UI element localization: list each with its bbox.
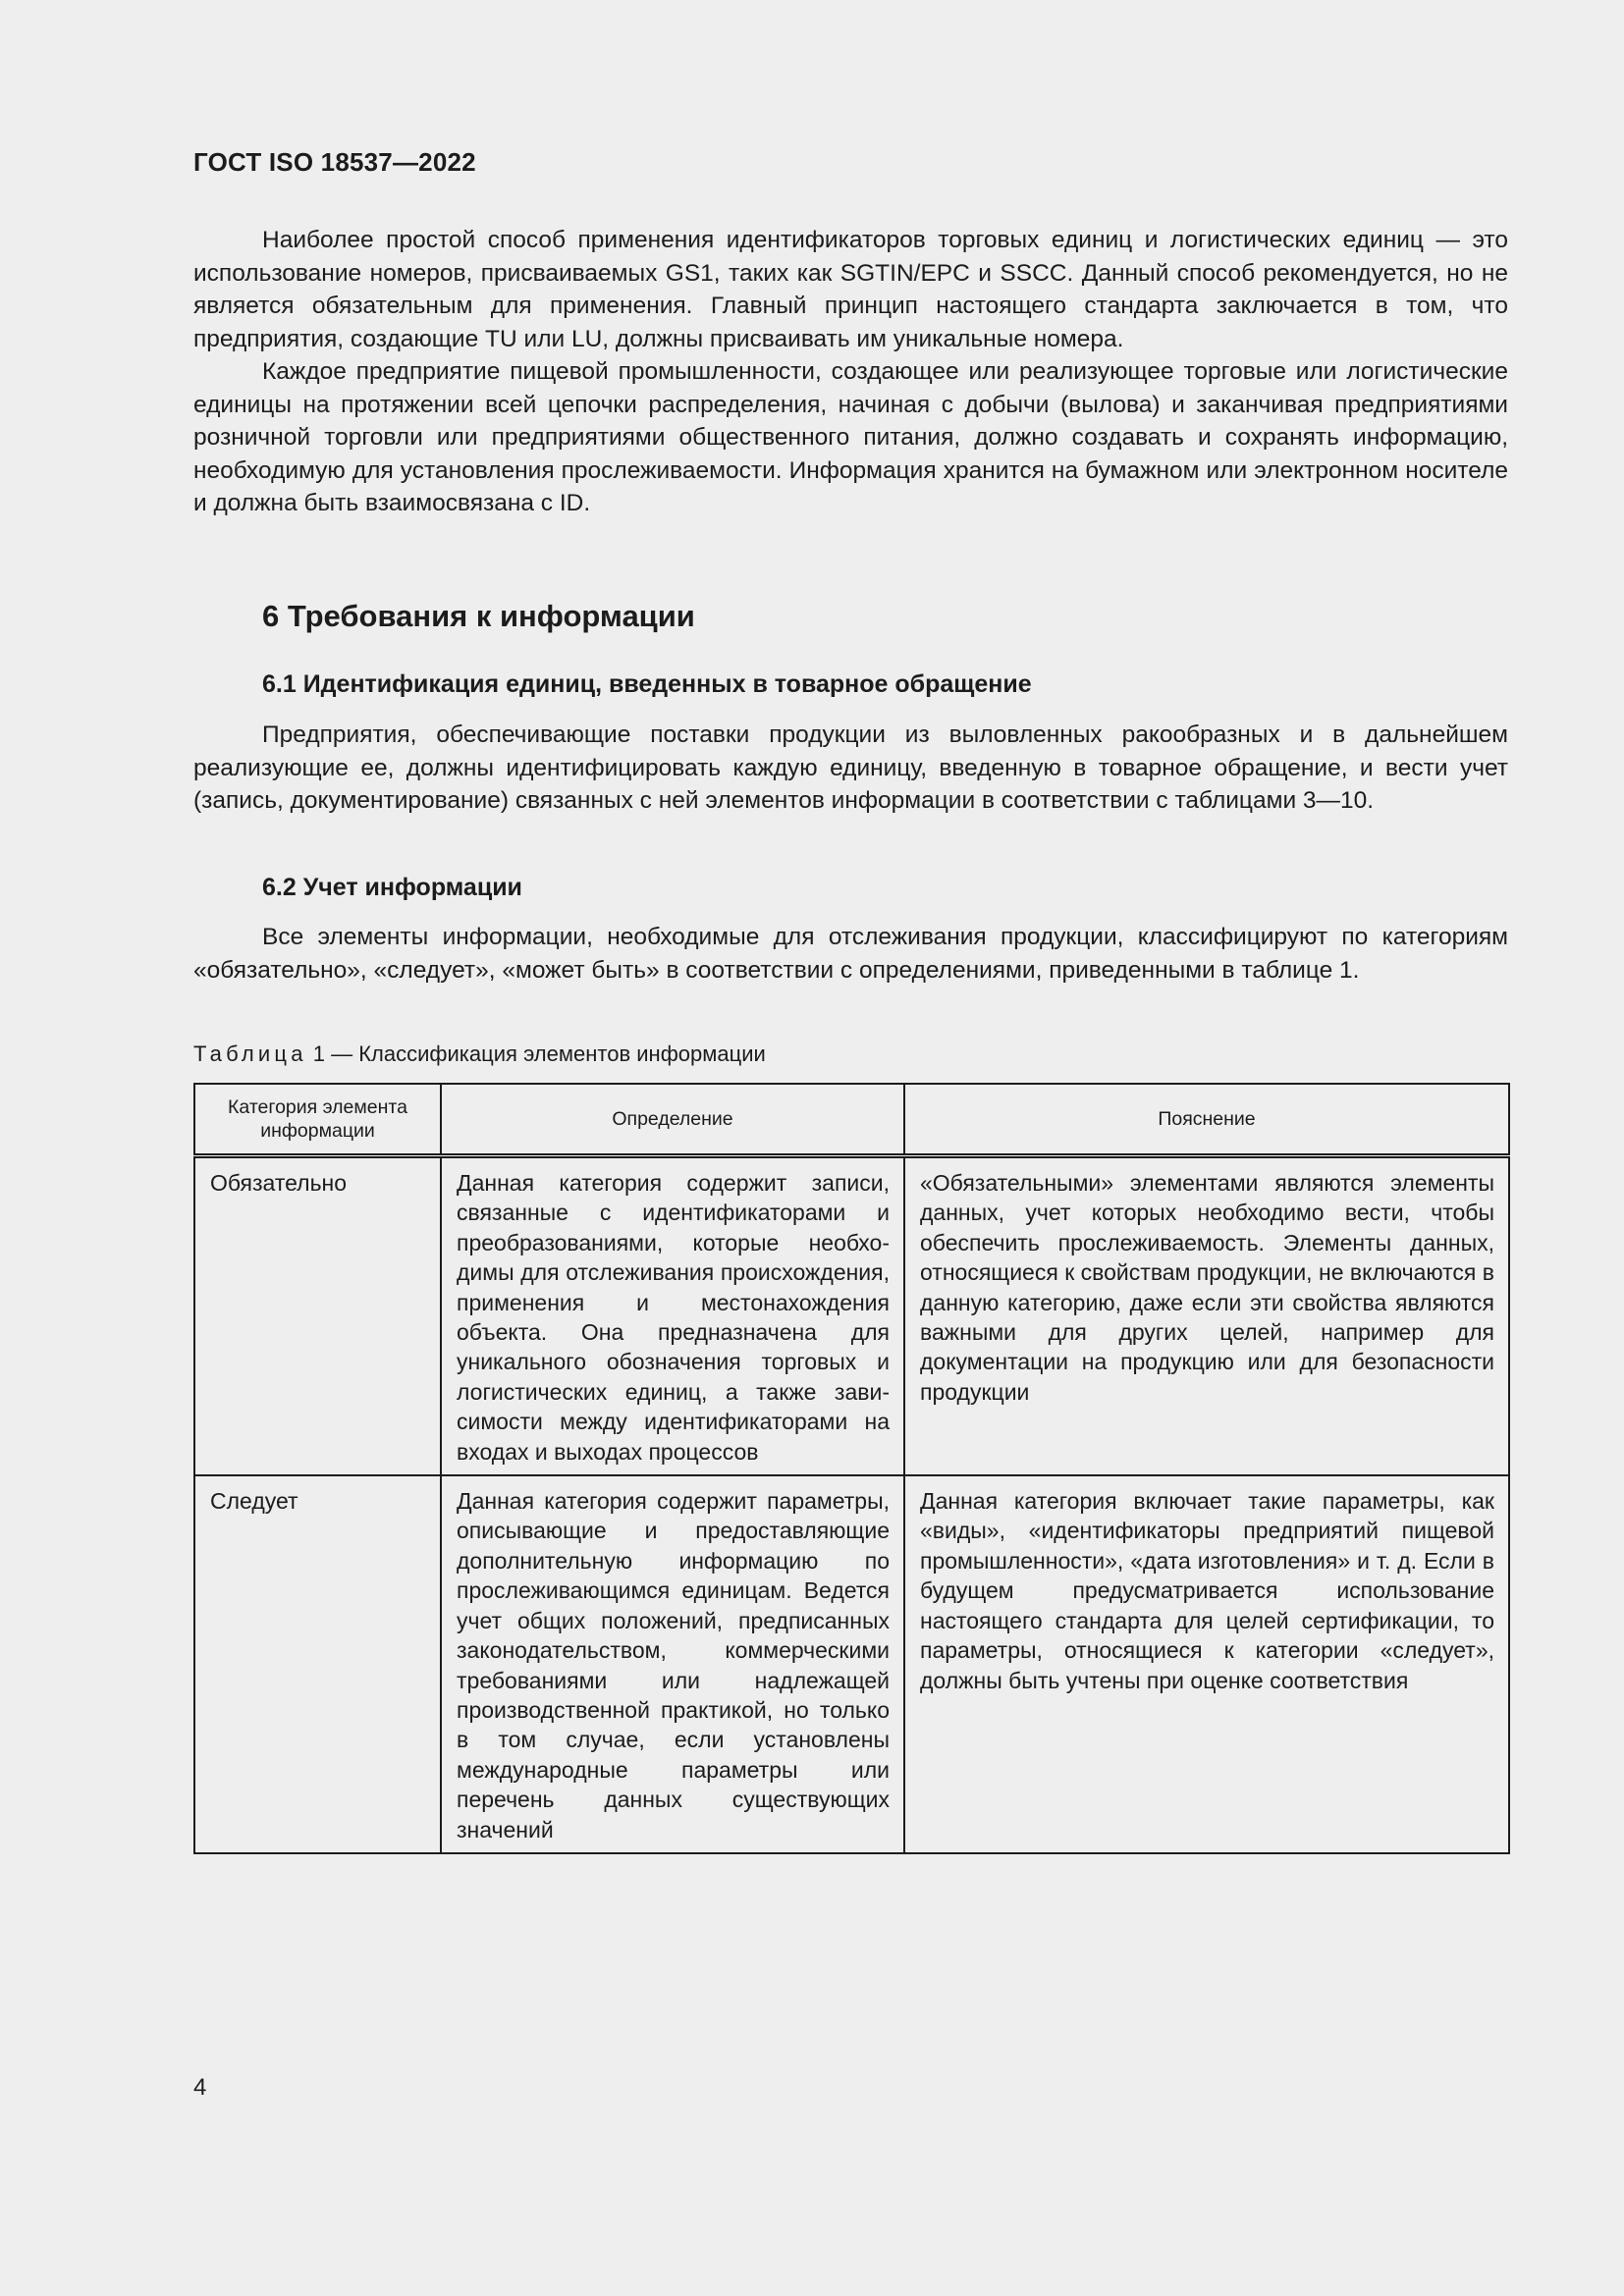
- header-category: Категория элемента информации: [194, 1084, 441, 1156]
- header-definition: Определение: [441, 1084, 904, 1156]
- cell-category: Обязательно: [194, 1156, 441, 1476]
- classification-table: [193, 1083, 1510, 1854]
- document-header: ГОСТ ISO 18537—2022: [193, 147, 476, 177]
- table-caption-title: 1 — Классификация элементов информации: [306, 1041, 766, 1066]
- subsection-6-1-title: 6.1 Идентификация единиц, введенных в товарное обращение: [262, 670, 1032, 698]
- table-caption-word: Таблица: [193, 1041, 307, 1066]
- table-row: [194, 1475, 1509, 1853]
- intro-text: [193, 224, 1508, 520]
- table-header-row: [194, 1084, 1509, 1156]
- intro-paragraph-1: Наиболее простой способ применения идентификаторов торговых единиц и логистических единиц — это использование номеров, присваиваемых GS1, таких как SGTIN/EPC и SSCC. Данный способ рекомендуется, но не является обязательным для применения. Главный принцип настоящего стандарта заключается в том, что предприятия, создающие TU или LU, должны присваивать им уникальные номера.: [193, 227, 1508, 352]
- document-page: [193, 0, 1508, 2296]
- page-number: 4: [193, 2074, 207, 2101]
- table-row: [194, 1156, 1509, 1476]
- subsection-6-2-title: 6.2 Учет информации: [262, 874, 522, 901]
- subsection-6-1-paragraph: Предприятия, обеспечивающие поставки продукции из выловленных ракообразных и в дальнейшем реализующие ее, должны идентифицировать каждую единицу, введенную в товарное обращение, и вести учет (запись, документирование) связанных с ней элементов информации в соответствии с таблицами 3—10.: [193, 721, 1508, 814]
- cell-definition: Данная категория содержит записи, связанные с идентификаторами и преобразованиями, которые необходимы для отслеживания происхождения, применения и местонахождения объекта. Она предназначена для уникального обозначения торговых и логистических единиц, а также зависимости между идентификаторами на входах и выходах процессов: [441, 1156, 904, 1476]
- header-explanation: Пояснение: [904, 1084, 1509, 1156]
- subsection-6-1-body: [193, 719, 1508, 818]
- intro-paragraph-2: Каждое предприятие пищевой промышленности, создающее или реализующее торговые или логистические единицы на протяжении всей цепочки распределения, начиная с добычи (вылова) и заканчивая предприятиями розничной торговли или предприятиями общественного питания, должно создавать и сохранять информацию, необходимую для установления прослеживаемости. Информация хранится на бумажном или электронном носителе и должна быть взаимосвязана с ID.: [193, 358, 1508, 516]
- cell-category: Следует: [194, 1475, 441, 1853]
- cell-explanation: Данная категория включает такие параметры, как «виды», «идентификаторы предприятий пищевой промышленности», «дата изготовления» и т. д. Если в будущем предусматривается использование настоящего стандарта для целей сертификации, то параметры, относящиеся к категории «следует», должны быть учтены при оценке соответствия: [904, 1475, 1509, 1853]
- cell-definition: Данная категория содержит параметры, описывающие и предоставляющие дополнительную информацию по прослеживающимся единицам. Ведется учет общих положений, предписанных законодательством, коммерческими требованиями или надлежащей производственной практикой, но только в том случае, если установлены международные параметры или перечень данных существующих значений: [441, 1475, 904, 1853]
- cell-explanation: «Обязательными» элементами являются элементы данных, учет которых необходимо вести, чтобы обеспечить прослеживаемость. Элементы данных, относящиеся к свойствам продукции, не включаются в данную категорию, даже если эти свойства являются важными для других целей, например для документации на продукцию или для безопасности продукции: [904, 1156, 1509, 1476]
- section-title: 6 Требования к информации: [262, 599, 695, 633]
- subsection-6-2-body: [193, 921, 1508, 987]
- subsection-6-2-paragraph: Все элементы информации, необходимые для отслеживания продукции, классифицируют по категориям «обязательно», «следует», «может быть» в соответствии с определениями, приведенными в таблице 1.: [193, 924, 1508, 984]
- table-caption: [193, 1041, 766, 1067]
